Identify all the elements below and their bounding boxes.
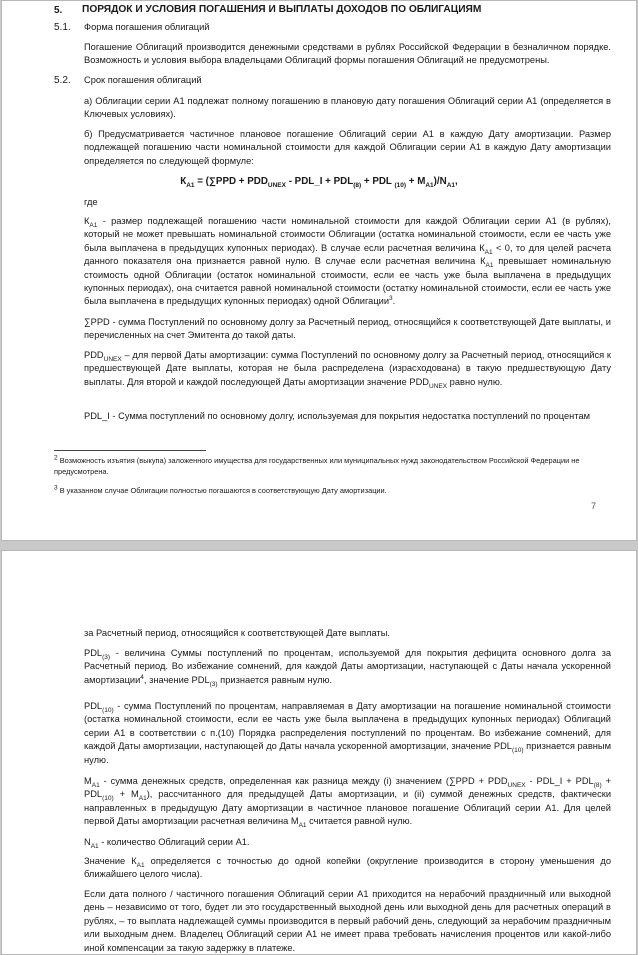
subsection-5-2-number: 5.2. bbox=[54, 75, 71, 86]
section-number: 5. bbox=[54, 5, 63, 16]
page-number: 7 bbox=[590, 501, 596, 511]
pdl-i-definition: PDL_I - Сумма поступлений по основному долгу, используемая для покрытия недостатка поступлений по процентам bbox=[84, 411, 591, 421]
section-title: ПОРЯДОК И УСЛОВИЯ ПОГАШЕНИЯ И ВЫПЛАТЫ ДОХОДОВ ПО ОБЛИГАЦИЯМ bbox=[82, 4, 482, 15]
holiday-payment-text: Если дата полного / частичного погашения Облигаций серии А1 приходится на нерабочий праздничный или выходной день – независимо от того, будет ли это государственный выходной день или выходной день для расчетных операций в рублях, – то выплата надлежащей суммы производится в первый рабочий день, следующий за нерабочим праздничным или выходным днем. Владелец Облигаций серии А1 не имеет права требовать начисления процентов или какой-либо иной компенсации за такую задержку в платеже. bbox=[84, 889, 611, 953]
subsection-5-2-title: Срок погашения облигаций bbox=[84, 75, 202, 85]
pdl10-definition: $PDL_{(10)}$ - сумма Поступлений по процентам, направляемая в Дату амортизации на погашение номинальной стоимости (остатка номинальной стоимости, если ее часть уже была выплачена в предыдущих купонных периодах) Облигаций серии А1 в соответствии с п.(10) Порядка распределения поступлений по процентам. Во избежание сомнений, для каждой Даты амортизации, наступающей до Даты начала ускоренной амортизации, значение $PDL_{(10)}$ признается равным нулю. bbox=[84, 701, 611, 765]
sum-ppd-definition: ∑PPD - сумма Поступлений по основному долгу за Расчетный период, относящийся к соответствующей Дате выплаты, и перечисленных на счет Эмитента до такой даты. bbox=[84, 317, 611, 341]
where-label: где bbox=[84, 197, 98, 207]
footnote-2: $^2$ Возможность изъятия (выкупа) заложенного имущества для государственных или муниципальных нужд законодательством Российской Федерации не предусмотрена. bbox=[54, 454, 580, 476]
document-page-1 bbox=[1, 0, 637, 541]
footnote-3: $^3$ В указанном случае Облигации полностью погашаются в соответствующую Дату амортизации. bbox=[54, 484, 387, 495]
paragraph-5-1-text: Погашение Облигаций производится денежными средствами в рублях Российской Федерации в безналичном порядке. Возможность и условия выбора владельцами Облигаций формы погашения Облигаций не предусмотрены. bbox=[84, 42, 611, 66]
subsection-5-1-number: 5.1. bbox=[54, 22, 71, 33]
subsection-5-1-title: Форма погашения облигаций bbox=[84, 22, 210, 32]
ma1-definition: $M_{А1}$ - сумма денежных средств, определенная как разница между (i) значением ($\sum PPD + PDD_{UNEX}$ - PDL_I + $PDL_{(8)} + PDL_{(10)} + M_{А1}$), рассчитанного для предыдущей Даты амортизации, и (ii) суммой денежных средств, фактически направленных в предыдущую Дату амортизации в частичное плановое погашение Облигаций серии А1. Для целей первой Даты амортизации расчетная величина $M_{А1}$ считается равной нулю. bbox=[84, 776, 612, 830]
footnote-separator bbox=[54, 450, 206, 451]
na1-definition: $N_{А1}$ - количество Облигаций серии А1. bbox=[84, 837, 250, 850]
pdd-unex-definition: $PDD_{UNEX}$ – для первой Даты амортизации: сумма Поступлений по основному долгу за Расчетный период, относящийся к предшествующей Дате выплаты, которая не была распределена (израсходована) в такую предшествующую Дату выплаты. Для второй и каждой последующей Даты амортизации значение $PDD_{UNEX}$ равно нулю. bbox=[84, 350, 611, 390]
paragraph-a: а) Облигации серии А1 подлежат полному погашению в плановую дату погашения Облигаций серии А1 (определяется в Ключевых условиях). bbox=[84, 96, 611, 120]
paragraph-b: б) Предусматривается частичное плановое погашение Облигаций серии А1 в каждую Дату амортизации. Размер подлежащей погашению части номинальной стоимости для каждой Облигации серии А1 в каждую Дату амортизации определяется по следующей формуле: bbox=[84, 129, 611, 166]
continuation-text: за Расчетный период, относящийся к соответствующей Дате выплаты. bbox=[84, 628, 390, 638]
pdl3-definition: $PDL_{(3)}$ - величина Суммы поступлений по процентам, используемой для покрытия дефицита основного долга за Расчетный период. Во избежание сомнений, для каждой Даты амортизации, наступающей с Даты начала ускоренной амортизации$^4$, значение $PDL_{(3)}$ признается равным нулю. bbox=[84, 648, 611, 688]
document-page-2 bbox=[1, 550, 637, 955]
ka1-precision-text: Значение $К_{А1}$ определяется с точностью до одной копейки (округление производится в сторону уменьшения до ближайшего целого числа). bbox=[84, 856, 611, 880]
amortization-formula: $К_{А1} = (\sum PPD + PDD_{UNEX}$ - PDL_I + $PDL_{(8)}$ + PDL $_{(10)} + M_{А1})/N_{А1}$, bbox=[180, 176, 458, 189]
ka1-definition: $К_{А1}$ - размер подлежащей погашению части номинальной стоимости для каждой Облигации серии А1 (в рублях), который не может превышать номинальной стоимости Облигации (остатка номинальной стоимости, если ее часть уже была выплачена в предыдущих купонных периодах). В случае если расчетная величина $К_{А1} < 0$, то для целей расчета данного показателя она признается равной нулю. В случае если расчетная величина $К_{А1}$ превышает номинальную стоимость одной Облигации (остаток номинальной стоимости, если ее часть уже была выплачена в предыдущих купонных периодах), она считается равной номинальной стоимости (остатку номинальной стоимости, если ее часть уже была выплачена в предыдущих купонных периодах) одной Облигации$^3$. bbox=[84, 216, 611, 307]
